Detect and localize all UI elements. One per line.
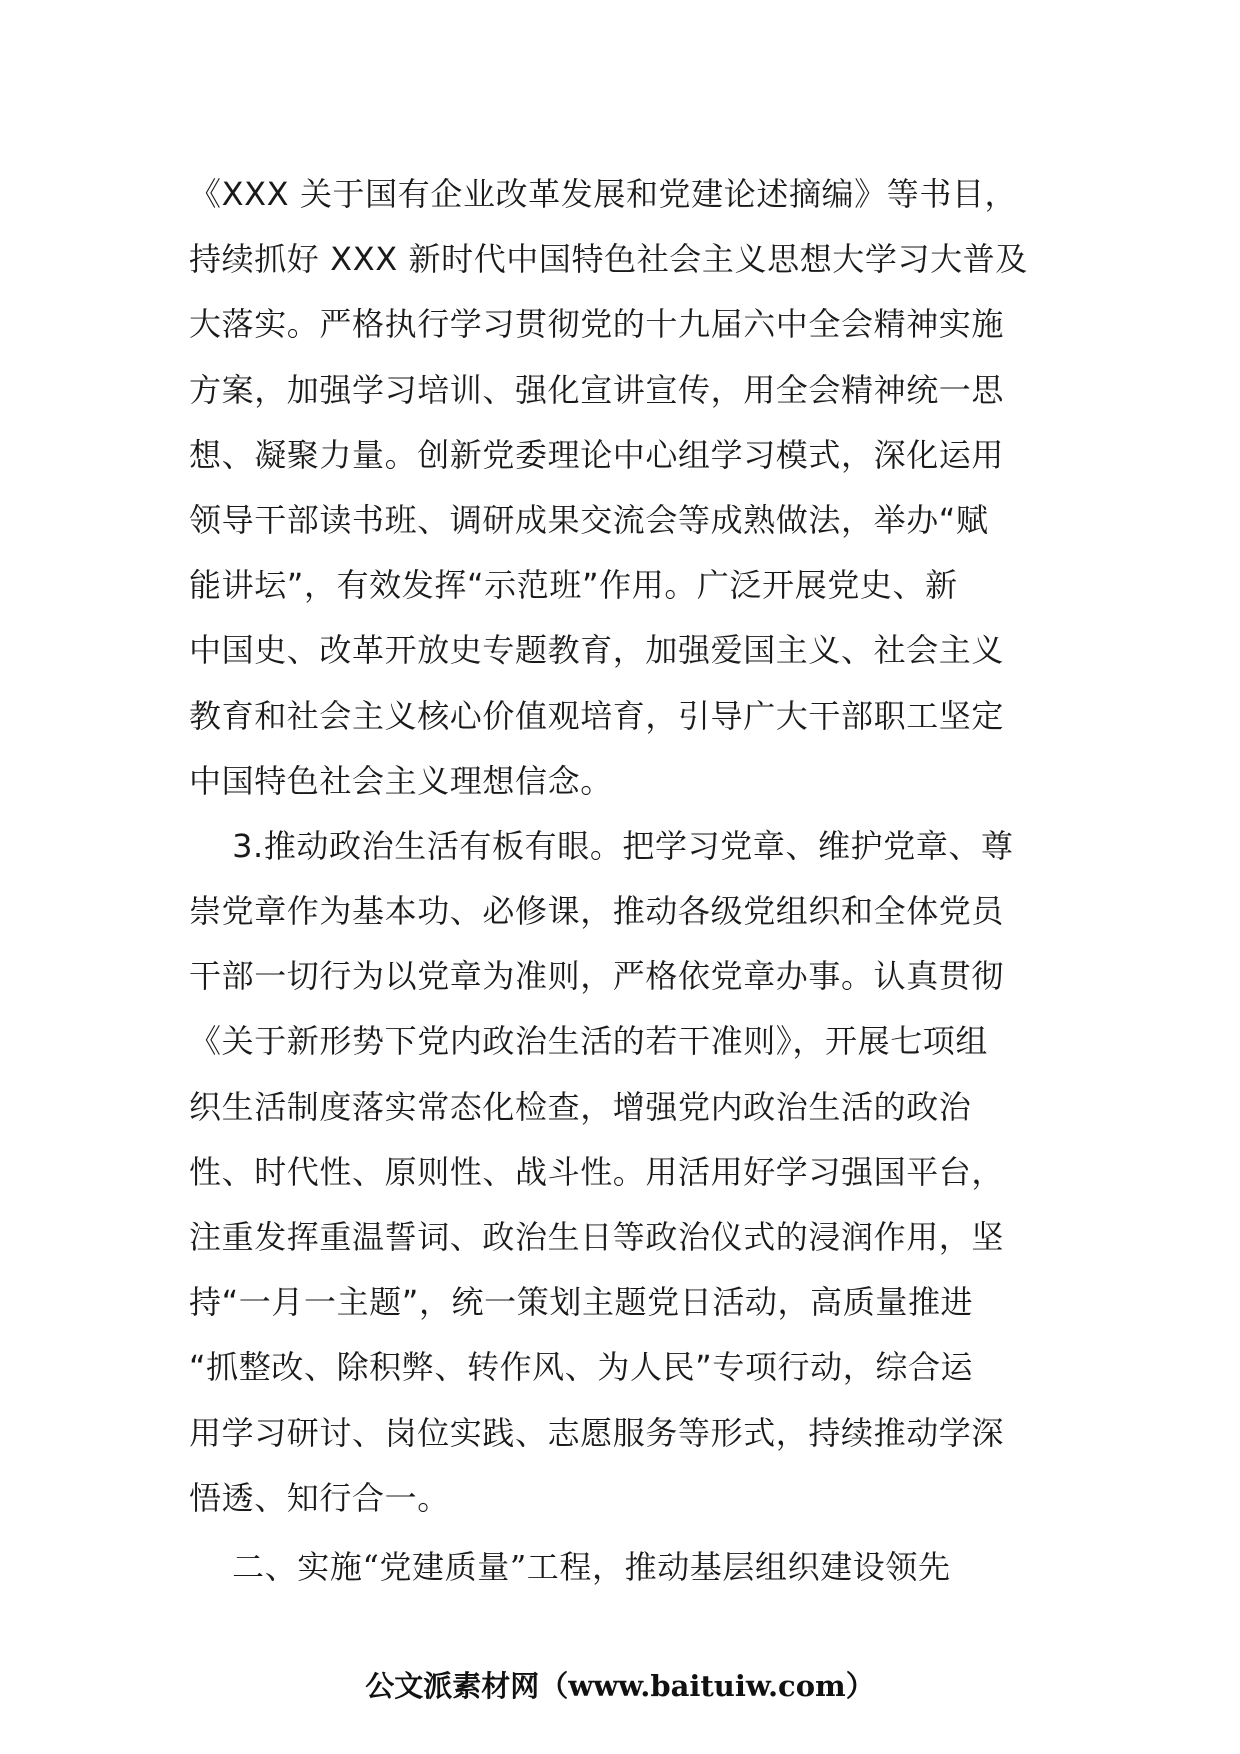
- body-line: 中国特色社会主义理想信念。: [189, 761, 613, 800]
- body-line: 干部一切行为以党章为准则，严格依党章办事。认真贯彻: [189, 957, 1005, 996]
- body-line: 领导干部读书班、调研成果交流会等成熟做法，举办“赋: [189, 500, 989, 539]
- body-line: 织生活制度落实常态化检查，增强党内政治生活的政治: [189, 1087, 972, 1126]
- body-line: 方案，加强学习培训、强化宣讲宣传，用全会精神统一思: [189, 370, 1005, 409]
- body-line: 能讲坛”，有效发挥“示范班”作用。广泛开展党史、新: [189, 566, 958, 605]
- body-line: 性、时代性、原则性、战斗性。用活用好学习强国平台，: [189, 1152, 1005, 1191]
- body-line: “抓整改、除积弊、转作风、为人民”专项行动，综合运: [189, 1348, 974, 1387]
- body-line: 教育和社会主义核心价值观培育，引导广大干部职工坚定: [189, 696, 1005, 735]
- body-line: 崇党章作为基本功、必修课，推动各级党组织和全体党员: [189, 892, 1005, 931]
- document-body: [189, 162, 1059, 1597]
- body-line: 注重发挥重温誓词、政治生日等政治仪式的浸润作用，坚: [189, 1218, 1005, 1256]
- body-line: 大落实。严格执行学习贯彻党的十九届六中全会精神实施: [189, 305, 1005, 344]
- body-line: 悟透、知行合一。: [189, 1478, 450, 1517]
- body-line: 想、凝聚力量。创新党委理论中心组学习模式，深化运用: [189, 435, 1005, 474]
- body-line: 用学习研讨、岗位实践、志愿服务等形式，持续推动学深: [189, 1413, 1005, 1452]
- body-line: 《XXX 关于国有企业改革发展和党建论述摘编》等书目，: [189, 175, 1018, 213]
- body-line: 中国史、改革开放史专题教育，加强爱国主义、社会主义: [189, 631, 1005, 670]
- footer-watermark-text: 公文派素材网（www.baituiw.com）: [365, 1669, 875, 1703]
- body-line: 持“一月一主题”，统一策划主题党日活动，高质量推进: [189, 1283, 974, 1322]
- body-line: 持续抓好 XXX 新时代中国特色社会主义思想大学习大普及: [189, 240, 1028, 279]
- body-line: 《关于新形势下党内政治生活的若干准则》，开展七项组: [189, 1022, 989, 1061]
- section-heading: 二、实施“党建质量”工程，推动基层组织建设领先: [189, 1547, 951, 1586]
- body-line: 3.推动政治生活有板有眼。把学习党章、维护党章、尊: [189, 826, 1014, 865]
